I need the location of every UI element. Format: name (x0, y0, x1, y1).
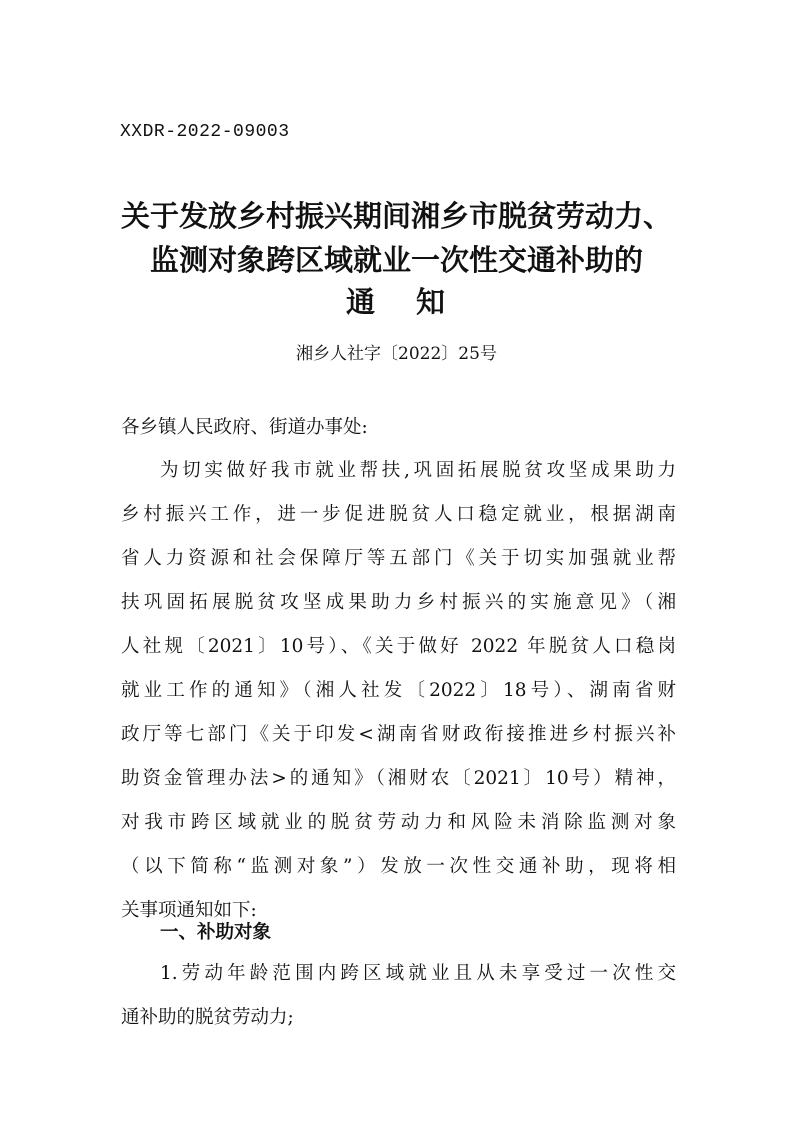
paragraph-line: 政厅等七部门《关于印发<湖南省财政衔接推进乡村振兴补 (121, 724, 676, 745)
document-number: XXDR-2022-09003 (120, 122, 290, 142)
paragraph-line: 扶巩固拓展脱贫攻坚成果助力乡村振兴的实施意见》（湘 (121, 592, 676, 613)
paragraph-line: 为切实做好我市就业帮扶,巩固拓展脱贫攻坚成果助力 (160, 460, 676, 481)
title-notice-char-1: 通 (346, 285, 376, 319)
paragraph-line: 对我市跨区域就业的脱贫劳动力和风险未消除监测对象 (121, 812, 676, 833)
section-heading: 一、补助对象 (160, 922, 272, 943)
title-line-1: 关于发放乡村振兴期间湘乡市脱贫劳动力、 (120, 199, 672, 233)
paragraph-line: 就业工作的通知》（湘人社发〔2022〕18号）、湖南省财 (121, 680, 676, 701)
title-notice-char-2: 知 (416, 285, 446, 319)
list-item-line: 通补助的脱贫劳动力; (121, 1007, 294, 1028)
paragraph-line: 助资金管理办法>的通知》（湘财农〔2021〕10号）精神， (121, 768, 676, 789)
title-line-2: 监测对象跨区域就业一次性交通补助的 (149, 243, 643, 277)
addressee: 各乡镇人民政府、街道办事处: (121, 417, 368, 438)
list-item-line: 1.劳动年龄范围内跨区域就业且从未享受过一次性交 (160, 963, 676, 984)
paragraph-line: （以下简称“监测对象”）发放一次性交通补助，现将相 (121, 856, 676, 877)
paragraph-line: 省人力资源和社会保障厅等五部门《关于切实加强就业帮 (121, 548, 676, 569)
document-reference: 湘乡人社字〔2022〕25号 (296, 344, 497, 364)
paragraph-line: 关事项通知如下: (121, 900, 257, 921)
paragraph-line: 乡村振兴工作，进一步促进脱贫人口稳定就业，根据湖南 (121, 504, 676, 525)
paragraph-line: 人社规〔2021〕10号）、《关于做好 2022 年脱贫人口稳岗 (121, 636, 676, 657)
